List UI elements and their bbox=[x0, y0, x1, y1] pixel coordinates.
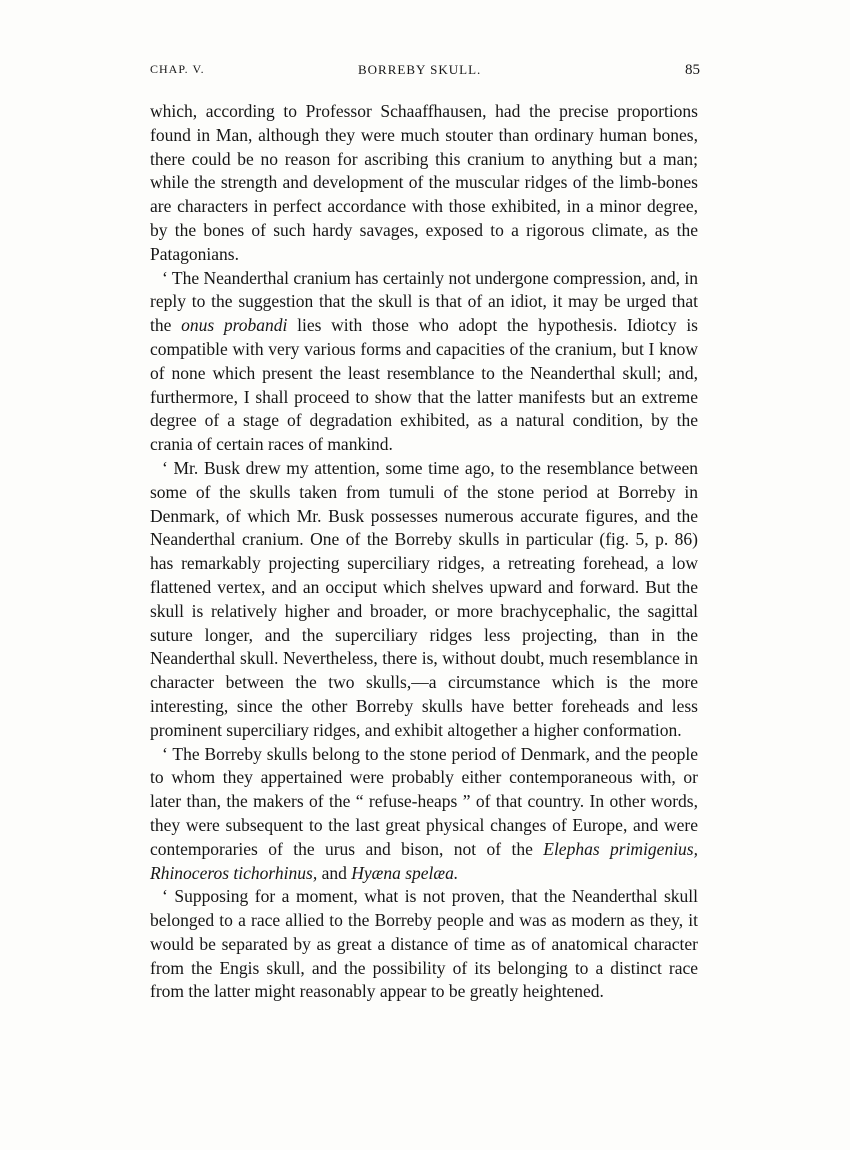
paragraph bbox=[150, 100, 698, 267]
paragraph bbox=[150, 885, 698, 1004]
text-run: which, according to Professor Schaaffhausen, had the precise proportions found in Man, although they were much stouter than ordinary human bones, there could be no reason for ascribing this cranium to anything but a man; while the strength and development of the muscular ridges of the limb-bones are characters in perfect accordance with those exhibited, in a minor degree, by the bones of such hardy savages, exposed to a rigorous climate, as the Patagonians. bbox=[150, 101, 698, 264]
text-run: ‘ The Borreby skulls belong to the stone period of Denmark, and the people to whom they appertained were probably either contemporaneous with, or later than, the makers of the “ refuse-heaps ” of that country. In other words, they were subsequent to the last great physical changes of Europe, and were contemporaries of the urus and bison, not of the bbox=[150, 743, 698, 859]
italic-text-run: Elephas primigenius, Rhinoceros tichorhinus, bbox=[150, 838, 698, 883]
chapter-label: CHAP. V. bbox=[150, 62, 205, 76]
text-run: lies with those who adopt the hypothesis. Idiotcy is compatible with very various forms and capacities of the cranium, but I know of none which present the least resemblance to the Neanderthal skull; and, furthermore, I shall proceed to show that the latter manifests but an extreme degree of a stage of degradation exhibited, as a natural condition, by the crania of certain races of mankind. bbox=[150, 315, 698, 455]
text-run: and bbox=[317, 862, 352, 883]
text-run: ‘ Mr. Busk drew my attention, some time ago, to the resemblance between some of the skulls taken from tumuli of the stone period at Borreby in Denmark, of which Mr. Busk possesses numerous accurate figures, and the Neanderthal cranium. One of the Borreby skulls in particular (fig. 5, p. 86) has remarkably projecting superciliary ridges, a retreating forehead, a low flattened vertex, and an occiput which shelves upward and forward. But the skull is relatively higher and broader, or more brachycephalic, the sagittal suture longer, and the superciliary ridges less projecting, than in the Neanderthal skull. Nevertheless, there is, without doubt, much resemblance in character between the two skulls,—a circumstance which is the more interesting, since the other Borreby skulls have better foreheads and less prominent superciliary ridges, and exhibit altogether a higher conformation. bbox=[150, 457, 698, 740]
paragraph bbox=[150, 267, 698, 457]
italic-text-run: onus probandi bbox=[181, 315, 288, 336]
running-head bbox=[150, 62, 700, 82]
paragraph bbox=[150, 457, 698, 743]
paragraph bbox=[150, 743, 698, 886]
text-run: ‘ The Neanderthal cranium has certainly not undergone compression, and, in reply to the suggestion that the skull is that of an idiot, it may be urged that the bbox=[150, 267, 698, 336]
page-number: 85 bbox=[685, 62, 700, 78]
italic-text-run: Hyæna spelæa. bbox=[351, 862, 459, 883]
running-title: BORREBY SKULL. bbox=[358, 62, 482, 77]
body-text bbox=[150, 100, 698, 1004]
text-run: ‘ Supposing for a moment, what is not proven, that the Neanderthal skull belonged to a race allied to the Borreby people and was as modern as they, it would be separated by as great a distance of time as of anatomical character from the Engis skull, and the possibility of its belonging to a distinct race from the latter might reasonably appear to be greatly heightened. bbox=[150, 886, 698, 1002]
